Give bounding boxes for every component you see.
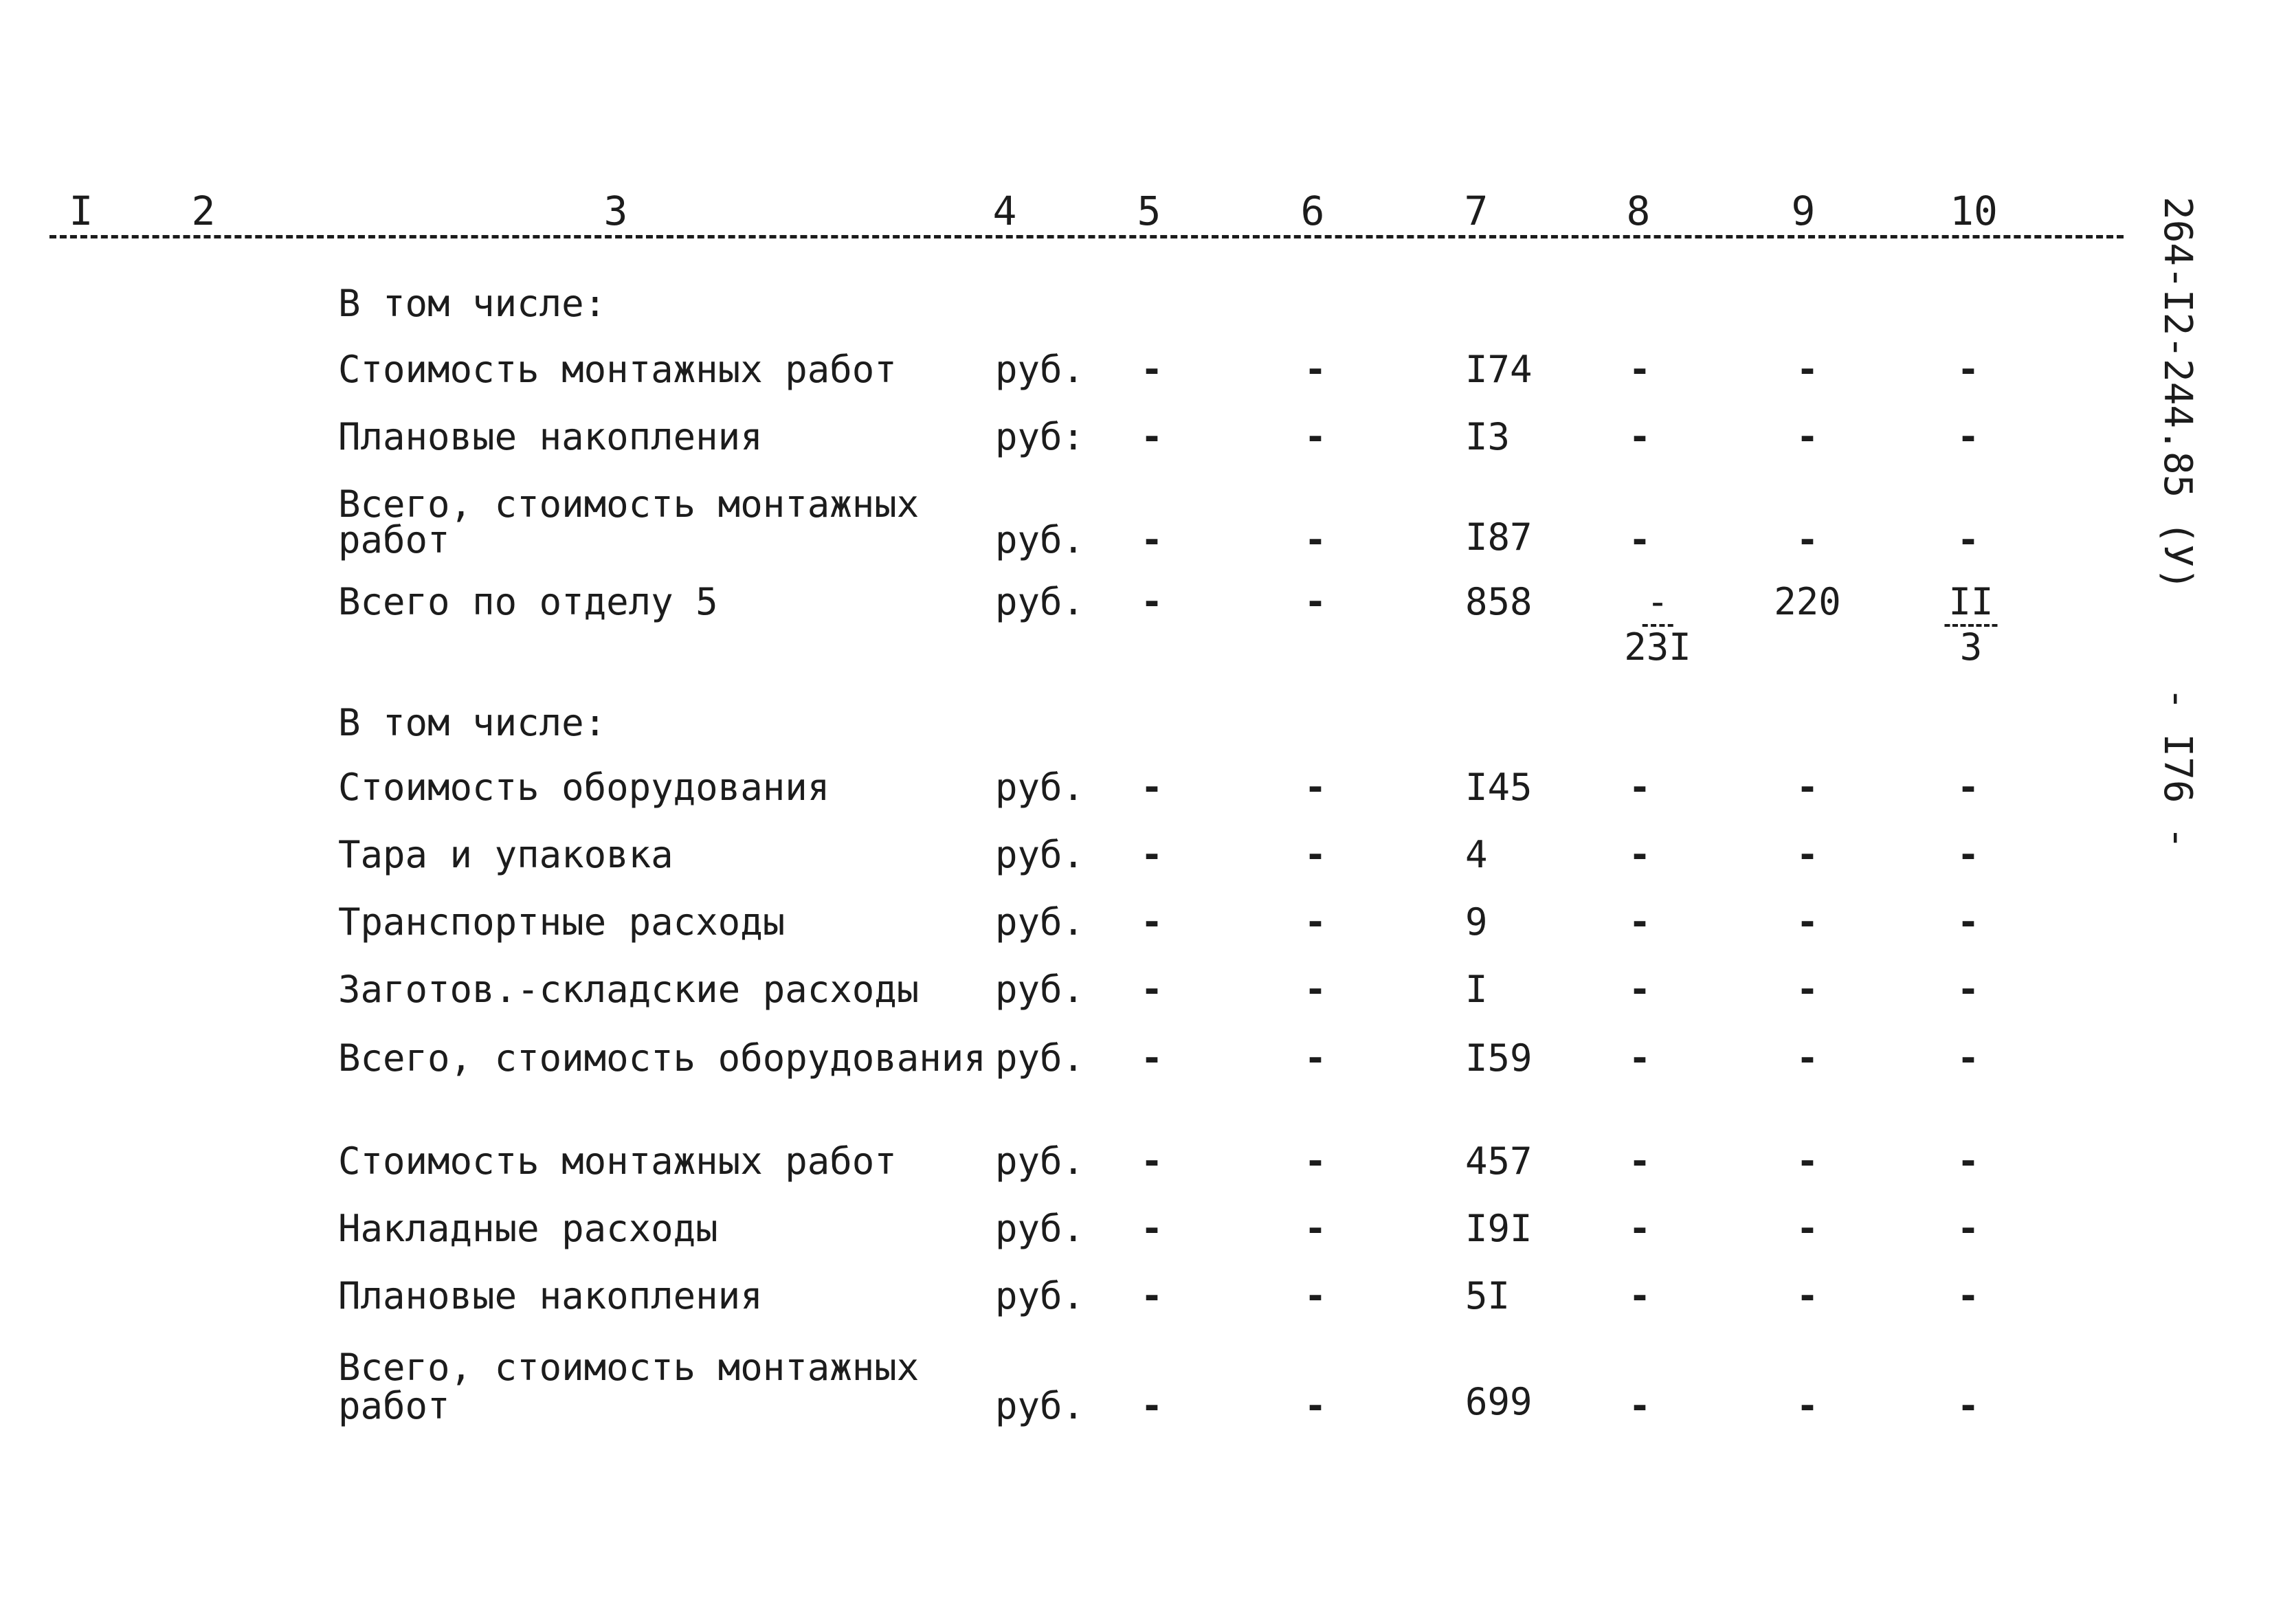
cell-col9: -	[1796, 900, 1819, 944]
cell-col10-numerator: II	[1944, 581, 1997, 627]
col-header-6: 6	[1300, 188, 1325, 234]
row-label: Плановые накопления	[338, 415, 763, 458]
cell-col5: -	[1140, 833, 1163, 876]
cell-col9: -	[1796, 968, 1819, 1011]
row-label: Тара и упаковка	[338, 833, 673, 876]
cell-col6: -	[1304, 766, 1327, 809]
col-header-3: 3	[603, 188, 628, 234]
table-row	[0, 767, 2130, 822]
col-header-8: 8	[1626, 188, 1651, 234]
cell-col9: -	[1796, 766, 1819, 809]
table-row	[0, 484, 2130, 573]
row-label: Плановые накопления	[338, 1274, 763, 1317]
cell-col7: 858	[1465, 580, 1533, 623]
col-header-2: 2	[191, 188, 216, 234]
cell-col10: -	[1957, 968, 1980, 1011]
cell-col8-numerator: -	[1642, 581, 1673, 627]
cell-col10: -	[1957, 766, 1980, 809]
cell-col5: -	[1140, 1207, 1163, 1250]
table-row	[0, 834, 2130, 889]
cell-col8: -	[1628, 900, 1651, 944]
cell-col10: -	[1957, 1139, 1980, 1183]
row-label: Стоимость монтажных работ	[338, 348, 897, 391]
cell-col9: -	[1796, 415, 1819, 458]
table-row	[0, 581, 2130, 678]
row-unit: руб.	[995, 833, 1085, 876]
cell-col6: -	[1304, 518, 1327, 561]
cell-col6: -	[1304, 348, 1327, 391]
table-row	[0, 1208, 2130, 1263]
row-unit: руб.	[995, 580, 1085, 623]
header-rule	[49, 235, 2124, 238]
table-row	[0, 416, 2130, 471]
cell-col7: I45	[1465, 766, 1533, 809]
table-row	[0, 702, 2130, 757]
cell-col7: 5I	[1465, 1274, 1511, 1317]
cell-col5: -	[1140, 1274, 1163, 1317]
cell-col5: -	[1140, 1384, 1163, 1427]
cell-col9: -	[1796, 1207, 1819, 1250]
col-header-7: 7	[1464, 188, 1489, 234]
cell-col9: -	[1796, 518, 1819, 561]
row-unit: руб.	[995, 1139, 1085, 1183]
cell-col6: -	[1304, 1384, 1327, 1427]
col-header-10: 10	[1950, 188, 1998, 234]
cell-col8: -	[1628, 766, 1651, 809]
col-header-9: 9	[1791, 188, 1816, 234]
table-row	[0, 1347, 2130, 1436]
row-unit: руб.	[995, 766, 1085, 809]
cell-col5: -	[1140, 580, 1163, 623]
cell-col8: -	[1628, 348, 1651, 391]
cell-col5: -	[1140, 348, 1163, 391]
row-label: Всего, стоимость монтажных	[338, 482, 920, 526]
row-label: В том числе:	[338, 701, 607, 744]
cell-col5: -	[1140, 1139, 1163, 1183]
row-label-continuation: работ	[338, 1384, 450, 1427]
cell-col10: -	[1957, 415, 1980, 458]
cell-col10: -	[1957, 900, 1980, 944]
row-label: Транспортные расходы	[338, 900, 786, 944]
cell-col7: I87	[1465, 515, 1533, 559]
cell-col5: -	[1140, 1036, 1163, 1080]
cell-col9: -	[1796, 833, 1819, 876]
cell-col10: -	[1957, 1036, 1980, 1080]
cell-col8: -	[1628, 415, 1651, 458]
cell-col5: -	[1140, 968, 1163, 1011]
cell-col6: -	[1304, 900, 1327, 944]
cell-col7: 457	[1465, 1139, 1533, 1183]
row-unit: руб.	[995, 518, 1085, 561]
cell-col9: -	[1796, 1036, 1819, 1080]
cell-col8: -	[1628, 518, 1651, 561]
row-unit: руб.	[995, 1036, 1085, 1080]
cell-col8-denominator: 23I	[1624, 625, 1691, 669]
cell-col9: 220	[1774, 580, 1841, 623]
cell-col9: -	[1796, 1139, 1819, 1183]
cell-col6: -	[1304, 968, 1327, 1011]
table-row	[0, 1141, 2130, 1196]
cell-col5: -	[1140, 900, 1163, 944]
row-label: Всего, стоимость монтажных	[338, 1346, 920, 1389]
cell-col7: 699	[1465, 1380, 1533, 1423]
cell-col7: I	[1465, 968, 1488, 1011]
row-unit: руб:	[995, 415, 1085, 458]
cell-col5: -	[1140, 415, 1163, 458]
cell-col9: -	[1796, 348, 1819, 391]
cell-col5: -	[1140, 518, 1163, 561]
cell-col9: -	[1796, 1274, 1819, 1317]
table-row	[0, 1038, 2130, 1093]
col-header-4: 4	[992, 188, 1017, 234]
cell-col7: I9I	[1465, 1207, 1533, 1250]
table-row	[0, 902, 2130, 957]
cell-col6: -	[1304, 1207, 1327, 1250]
row-label: В том числе:	[338, 282, 607, 325]
row-label: Стоимость монтажных работ	[338, 1139, 897, 1183]
cell-col8: -	[1628, 1036, 1651, 1080]
row-unit: руб.	[995, 1207, 1085, 1250]
row-unit: руб.	[995, 1274, 1085, 1317]
cell-col9: -	[1796, 1384, 1819, 1427]
page-number: - I76 -	[2155, 687, 2200, 850]
cell-col8: -	[1628, 968, 1651, 1011]
row-label-continuation: работ	[338, 518, 450, 561]
cell-col5: -	[1140, 766, 1163, 809]
cell-col6: -	[1304, 1036, 1327, 1080]
col-header-1: I	[69, 188, 93, 234]
row-label: Заготов.-складские расходы	[338, 968, 920, 1011]
row-label: Стоимость оборудования	[338, 766, 830, 809]
cell-col8: -	[1628, 1207, 1651, 1250]
row-unit: руб.	[995, 1384, 1085, 1427]
cell-col7: I74	[1465, 348, 1533, 391]
cell-col6: -	[1304, 1139, 1327, 1183]
cell-col8: -	[1628, 1384, 1651, 1427]
cell-col10: -	[1957, 1274, 1980, 1317]
row-unit: руб.	[995, 900, 1085, 944]
cell-col10: -	[1957, 1207, 1980, 1250]
cell-col10: -	[1957, 348, 1980, 391]
cell-col8: -	[1628, 1139, 1651, 1183]
cell-col6: -	[1304, 415, 1327, 458]
document-code: 264-I2-244.85 (У)	[2155, 197, 2200, 591]
cell-col7: I3	[1465, 415, 1511, 458]
cell-col7: 4	[1465, 833, 1488, 876]
row-label: Всего по отделу 5	[338, 580, 718, 623]
cell-col10: -	[1957, 518, 1980, 561]
cell-col10: -	[1957, 833, 1980, 876]
table-row	[0, 1276, 2130, 1331]
cell-col7: 9	[1465, 900, 1488, 944]
cell-col10: -	[1957, 1384, 1980, 1427]
cell-col8: -	[1628, 833, 1651, 876]
row-label: Накладные расходы	[338, 1207, 718, 1250]
cell-col8: -	[1628, 1274, 1651, 1317]
cell-col6: -	[1304, 833, 1327, 876]
row-label: Всего, стоимость оборудования	[338, 1036, 986, 1080]
cell-col10-denominator: 3	[1959, 625, 1983, 669]
table-row	[0, 969, 2130, 1024]
row-unit: руб.	[995, 348, 1085, 391]
col-header-5: 5	[1137, 188, 1161, 234]
cell-col7: I59	[1465, 1036, 1533, 1080]
row-unit: руб.	[995, 968, 1085, 1011]
table-row	[0, 283, 2130, 338]
cell-col6: -	[1304, 1274, 1327, 1317]
table-row	[0, 349, 2130, 404]
cell-col6: -	[1304, 580, 1327, 623]
